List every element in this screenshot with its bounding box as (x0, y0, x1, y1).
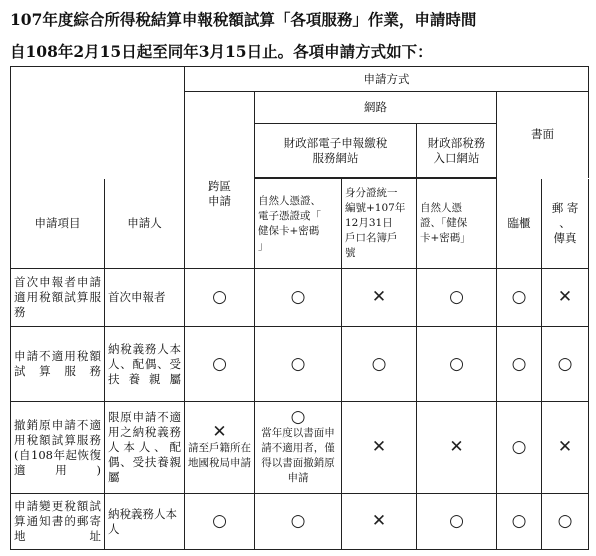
header-item: 申請項目 (11, 179, 105, 269)
header-mof-portal: 財政部稅務 入口網站 (417, 124, 497, 178)
cert-mark: ○ (255, 269, 342, 327)
cert-note: 當年度以書面申請不適用者，僅得以書面撤銷原申請 (261, 427, 335, 484)
cert-mark: ○ (290, 407, 306, 427)
header-sub-mof: 自然人憑 證、「健保 卡+密碼」 (417, 179, 497, 269)
counter-mark: ○ (497, 269, 542, 327)
counter-mark: ○ (497, 402, 542, 494)
row-applicant: 納稅義務人本人、配偶、受扶養親屬 (105, 327, 185, 402)
mof-mark: ○ (417, 494, 497, 550)
application-methods-table (10, 66, 589, 550)
cross-region-mark: ✕ (212, 422, 227, 442)
table-row (11, 269, 589, 327)
counter-mark: ○ (497, 327, 542, 402)
page-heading-line-2: 自108年2月15日起至同年3月15日止。各項申請方式如下： (10, 42, 433, 61)
cert-cell (255, 402, 342, 494)
header-cross-region: 跨區 申請 (185, 179, 255, 269)
row-item: 撤銷原申請不適用稅額試算服務(自108年起恢復適用) (11, 402, 105, 494)
table-row (11, 327, 589, 402)
row-applicant: 納稅義務人本人 (105, 494, 185, 550)
cert-mark: ○ (255, 494, 342, 550)
mof-mark: ○ (417, 269, 497, 327)
table-row (11, 494, 589, 550)
page-heading-line-1: 107年度綜合所得稅結算申報稅額試算「各項服務」作業，申請時間 (10, 10, 477, 29)
header-sub-cert: 自然人憑證、 電子憑證或「 健保卡+密碼 」 (255, 179, 342, 269)
header-method: 申請方式 (185, 67, 589, 92)
cross-region-mark: ○ (185, 327, 255, 402)
header-cross-blank (185, 92, 255, 179)
cert-mark: ○ (255, 327, 342, 402)
header-mail-fax: 郵 寄 、 傳真 (542, 179, 589, 269)
row-item: 申請變更稅額試算通知書的郵寄地址 (11, 494, 105, 550)
header-written: 書面 (497, 92, 589, 178)
header-counter: 臨櫃 (497, 179, 542, 269)
idnum-mark: ○ (342, 327, 417, 402)
mof-mark: ✕ (417, 402, 497, 494)
row-item: 申請不適用稅額試算服務 (11, 327, 105, 402)
header-network: 網路 (255, 92, 497, 124)
idnum-mark: ✕ (342, 402, 417, 494)
mail-mark: ○ (542, 327, 589, 402)
cross-region-mark: ○ (185, 494, 255, 550)
header-sub-idnum: 身分證統一 編號+107年 12月31日 戶口名簿戶 號 (342, 179, 417, 269)
cross-region-note: 請至戶籍所在地國稅局申請 (188, 442, 251, 469)
header-etax-portal: 財政部電子申報繳稅 服務網站 (255, 124, 417, 178)
cross-region-cell (185, 402, 255, 494)
idnum-mark: ✕ (342, 494, 417, 550)
header-blank (11, 67, 185, 179)
counter-mark: ○ (497, 494, 542, 550)
mof-mark: ○ (417, 327, 497, 402)
mail-mark: ✕ (542, 269, 589, 327)
mail-mark: ✕ (542, 402, 589, 494)
table-row (11, 402, 589, 494)
idnum-mark: ✕ (342, 269, 417, 327)
row-applicant: 限原申請不適用之納稅義務人本人、配偶、受扶養親屬 (105, 402, 185, 494)
header-applicant: 申請人 (105, 179, 185, 269)
row-applicant: 首次申報者 (105, 269, 185, 327)
row-item: 首次申報者申請適用稅額試算服務 (11, 269, 105, 327)
mail-mark: ○ (542, 494, 589, 550)
cross-region-mark: ○ (185, 269, 255, 327)
